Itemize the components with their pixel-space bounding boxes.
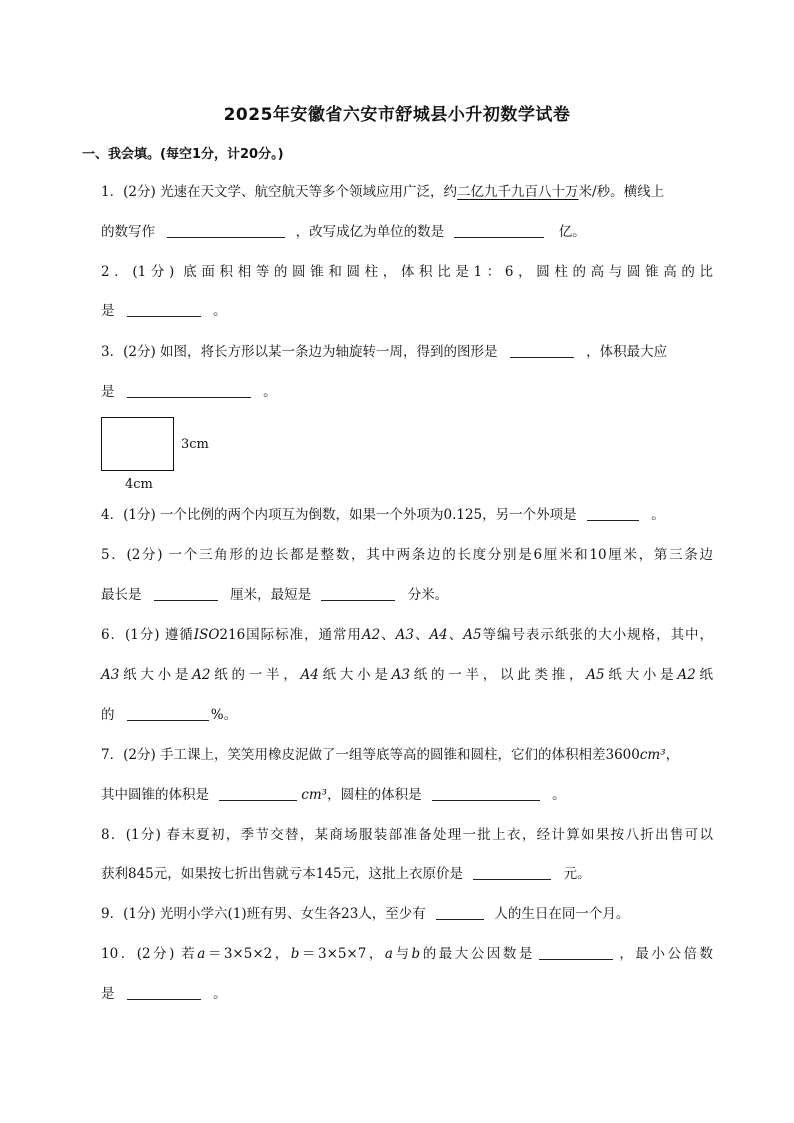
rectangle-figure [101,417,174,471]
answer-blank[interactable] [587,506,639,521]
answer-blank[interactable] [539,945,613,960]
question-7-line-2: 其中圆锥的体积是 cm³，圆柱的体积是 。 [101,787,566,803]
figure-bottom-label: 4cm [125,477,153,492]
answer-blank[interactable] [154,586,218,601]
answer-blank[interactable] [473,865,551,880]
question-8-line-1: 8．(1分) 春末夏初，季节交替，某商场服装部准备处理一批上衣，经计算如果按八折出售可以 [101,827,713,843]
question-1-line-1: 1．(2分) 光速在天文学、航空航天等多个领域应用广泛，约二亿九千九百八十万米/秒。横线上 [101,184,665,200]
answer-blank[interactable] [510,343,574,358]
question-6-line-1: 6．(1分) 遵循ISO216国际标准，通常用A2、A3、A4、A5等编号表示纸张的大小规格，其中， [101,627,714,643]
question-5-line-2: 最长是 厘米，最短是 分米。 [101,587,449,603]
answer-blank[interactable] [127,706,209,721]
question-3-line-1: 3．(2分) 如图，将长方形以某一条边为轴旋转一周，得到的图形是 ，体积最大应 [101,344,668,360]
question-4: 4．(1分) 一个比例的两个内项互为倒数，如果一个外项为0.125，另一个外项是 。 [101,507,665,523]
answer-blank[interactable] [432,786,540,801]
answer-blank[interactable] [219,786,297,801]
figure-side-label: 3cm [181,437,209,452]
exam-title: 2025年安徽省六安市舒城县小升初数学试卷 [223,105,571,125]
answer-blank[interactable] [454,223,544,238]
question-3-line-2: 是 。 [101,384,277,400]
question-10-line-1: 10．(2分) 若a＝3×5×2，b＝3×5×7，a与b的最大公因数是 ，最小公倍数 [101,946,714,962]
answer-blank[interactable] [167,223,285,238]
answer-blank[interactable] [127,985,201,1000]
answer-blank[interactable] [127,383,251,398]
question-6-line-3: 的 %。 [101,707,238,723]
question-1-line-2: 的数写作 ，改写成亿为单位的数是 亿。 [101,224,586,240]
underlined-number: 二亿九千九百八十万 [457,184,579,200]
question-7-line-1: 7．(2分) 手工课上，笑笑用橡皮泥做了一组等底等高的圆锥和圆柱，它们的体积相差3600cm³， [101,747,680,763]
question-2-line-2: 是 。 [101,303,227,319]
question-8-line-2: 获利845元，如果按七折出售就亏本145元，这批上衣原价是 元。 [101,866,591,882]
answer-blank[interactable] [321,586,395,601]
question-10-line-2: 是 。 [101,986,227,1002]
section-heading: 一、我会填。(每空1分，计20分。) [82,147,284,162]
question-2-line-1: 2．(1分) 底面积相等的圆锥和圆柱，体积比是1：6，圆柱的高与圆锥高的比 [101,264,713,280]
question-5-line-1: 5．(2分) 一个三角形的边长都是整数，其中两条边的长度分别是6厘米和10厘米，第三条边 [101,547,713,563]
question-6-line-2: A3纸大小是A2纸的一半，A4纸大小是A3纸的一半，以此类推，A5纸大小是A2纸 [101,667,714,683]
answer-blank[interactable] [436,905,484,920]
question-9: 9．(1分) 光明小学六(1)班有男、女生各23人，至少有 人的生日在同一个月。 [101,906,630,922]
answer-blank[interactable] [127,302,201,317]
